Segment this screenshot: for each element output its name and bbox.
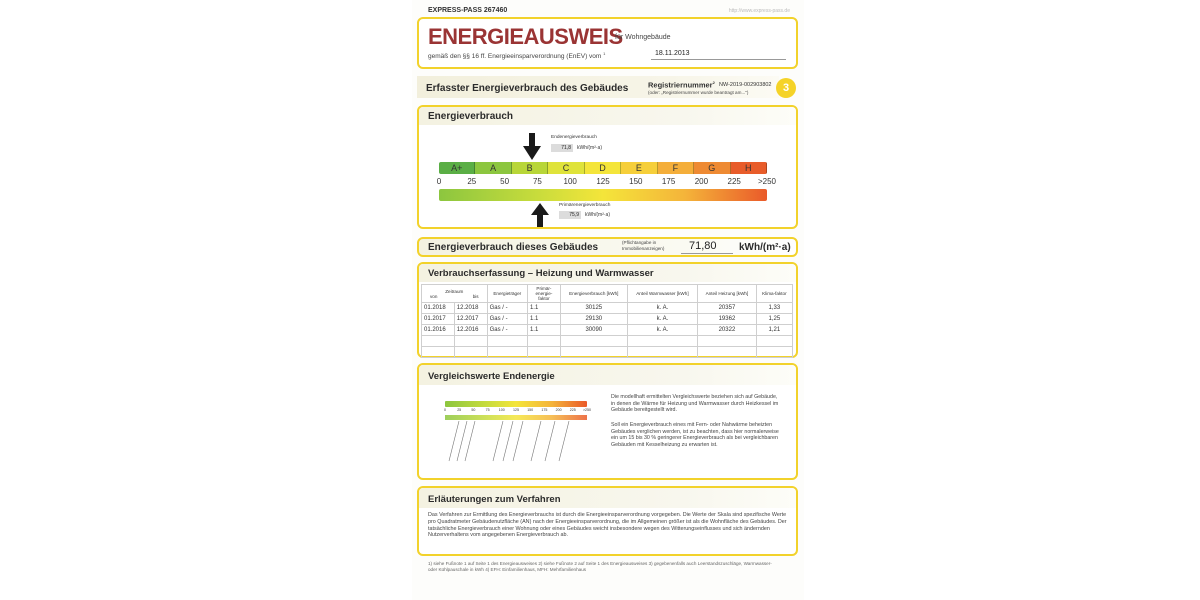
comparison-values-box	[417, 363, 798, 480]
scale-tick-label: 100	[563, 177, 577, 186]
primary-energy-value: 75,9	[559, 211, 581, 219]
scale-tick-label: 150	[527, 408, 534, 412]
scale-tick-label: >250	[582, 408, 592, 412]
comparison-text-2: Soll ein Energieverbrauch eines mit Fern- oder Nahwärme beheizten Gebäudes verglichen werden, ist zu beachten, dass hier normalerweise ein um 15 bis 30 % geringerer Energieverbrauch als bei vergleichbaren Gebäuden mit Kesselheizung zu erwarten ist.	[611, 422, 779, 448]
value-underline	[681, 253, 733, 254]
energy-certificate-page	[412, 0, 804, 600]
scale-tick-label: 100	[498, 408, 505, 412]
final-energy-value: 71,8	[551, 144, 573, 152]
scale-tick-label: 225	[569, 408, 576, 412]
consumption-records-box	[417, 262, 798, 358]
energy-consumption-box	[417, 105, 798, 229]
efficiency-class-h: H	[731, 162, 767, 174]
mini-gradient-bar	[445, 415, 587, 420]
mini-scale-bar	[445, 401, 587, 407]
arrow-up-icon	[531, 203, 549, 227]
primary-energy-unit: kWh/(m²·a)	[585, 212, 610, 218]
table-row: 01.2016 12.2016 Gas / - 1.1 30090 k. A. 20322 1,21	[422, 325, 793, 336]
building-consumption-label: Energieverbrauch dieses Gebäudes	[428, 242, 599, 253]
footnotes: 1) siehe Fußnote 1 auf Seite 1 des Energieausweises 2) siehe Fußnote 2 auf Seite 1 des Energieausweises 3) gegebenenfalls auch Leerstandszuschläge, Warmwasser- oder Kühlpauschale in kWh 4) EFH: Einfamilienhaus, MFH: Mehrfamilienhaus	[428, 561, 772, 572]
scale-tick-label: 200	[694, 177, 709, 186]
comparison-text-1: Die modellhaft ermittelten Vergleichswerte beziehen sich auf Gebäude, in denen die Wärme für Heizung und Warmwasser durch Heizkessel im Gebäude bereitgestellt wird.	[611, 394, 779, 414]
primary-energy-label: Primärenergieverbrauch	[559, 203, 611, 208]
scale-tick-label: 50	[500, 177, 510, 186]
registration-note: (oder: „Registriernummer wurde beantragt am...")	[648, 90, 749, 95]
date-underline	[651, 59, 786, 60]
scale-tick-label: 75	[532, 177, 542, 186]
page-number-badge: 3	[776, 78, 796, 98]
efficiency-class-b: B	[512, 162, 548, 174]
scale-tick-label: 50	[471, 408, 476, 412]
scale-tick-label: 25	[467, 177, 477, 186]
table-row-empty	[422, 336, 793, 347]
document-subtitle: gemäß den §§ 16 ff. Energieeinsparverordnung (EnEV) vom $^1$	[428, 51, 606, 61]
explanation-text: Das Verfahren zur Ermittlung des Energieverbrauchs ist durch die Energieeinsparverordnung vorgegeben. Die Werte der Skala sind spezifische Werte pro Quadratmeter Gebäudenutzfläche (AN) nach der Energieeinsparverordnung, die im Allgemeinen größer ist als die Wohnfläche des Gebäudes. Der tatsächliche Energieverbrauch einer Wohnung oder eines Gebäudes weicht insbesondere wegen des Witterungseinflusses und sich ändernden Nutzerverhaltens vom angegebenen Energieverbrauch ab.	[428, 512, 787, 539]
scale-tick-label: 175	[661, 177, 676, 186]
document-title: ENERGIEAUSWEIS	[428, 24, 623, 49]
scale-tick-label: 175	[541, 408, 548, 412]
efficiency-class-d: D	[585, 162, 621, 174]
section-title: Erfasster Energieverbrauch des Gebäudes	[426, 83, 629, 94]
efficiency-class-f: F	[658, 162, 694, 174]
building-consumption-value: 71,80	[689, 240, 717, 252]
efficiency-class-a: A	[475, 162, 511, 174]
scale-tick-label: 0	[444, 408, 446, 412]
energy-consumption-title: Energieverbrauch	[428, 111, 514, 122]
scale-tick-label: >250	[757, 177, 777, 186]
comparison-values-title: Vergleichswerte Endenergie	[428, 371, 555, 382]
efficiency-class-scale	[439, 162, 767, 174]
explanation-title: Erläuterungen zum Verfahren	[428, 494, 561, 505]
consumption-gradient-bar	[439, 189, 767, 201]
scale-tick-label: 125	[596, 177, 610, 186]
table-row: 01.2017 12.2017 Gas / - 1.1 29130 k. A. 19362 1,25	[422, 314, 793, 325]
consumption-table	[421, 284, 793, 358]
issue-date: 18.11.2013	[655, 50, 690, 57]
scale-tick-label: 125	[513, 408, 519, 412]
explanation-box	[417, 486, 798, 556]
scale-tick-label: 75	[485, 408, 490, 412]
scale-tick-label: 150	[629, 177, 643, 186]
efficiency-class-c: C	[548, 162, 584, 174]
building-consumption-box	[417, 237, 798, 257]
building-consumption-note: (Pflichtangabe in Immobilienanzeigen)	[622, 240, 665, 251]
efficiency-class-e: E	[621, 162, 657, 174]
scale-ticks	[436, 177, 777, 187]
scale-tick-label: 0	[436, 177, 442, 186]
efficiency-class-aplus: A+	[439, 162, 475, 174]
registration-number: NW-2019-002903802	[719, 82, 772, 88]
title-box	[417, 17, 798, 69]
table-row: 01.2018 12.2018 Gas / - 1.1 30125 k. A. 20357 1,33	[422, 303, 793, 314]
registration-label: Registriernummer$^2$	[648, 80, 715, 90]
consumption-records-title: Verbrauchserfassung – Heizung und Warmwasser	[428, 268, 654, 279]
mini-scale-ticks	[444, 408, 592, 414]
building-type-markers	[445, 421, 590, 471]
scale-tick-label: 225	[727, 177, 741, 186]
scale-tick-label: 200	[555, 408, 562, 412]
express-pass-label: EXPRESS-PASS 267460	[428, 7, 508, 14]
table-header-row: Zeitraum von bis Energieträger Primär-energie-faktor Energieverbrauch [kWh] Anteil Warmwasser [kWh] Anteil Heizung [kWh] Klima-faktor	[422, 285, 793, 303]
website-url: http://www.express-pass.de	[728, 8, 790, 14]
table-row-empty	[422, 347, 793, 358]
final-energy-unit: kWh/(m²·a)	[577, 145, 602, 151]
title-suffix: für Wohngebäude	[615, 34, 671, 41]
scale-tick-label: 25	[457, 408, 462, 412]
final-energy-label: Endenergieverbrauch	[551, 135, 597, 140]
building-consumption-unit: kWh/(m²·a)	[739, 242, 791, 253]
efficiency-class-g: G	[694, 162, 730, 174]
arrow-down-icon	[523, 133, 541, 161]
